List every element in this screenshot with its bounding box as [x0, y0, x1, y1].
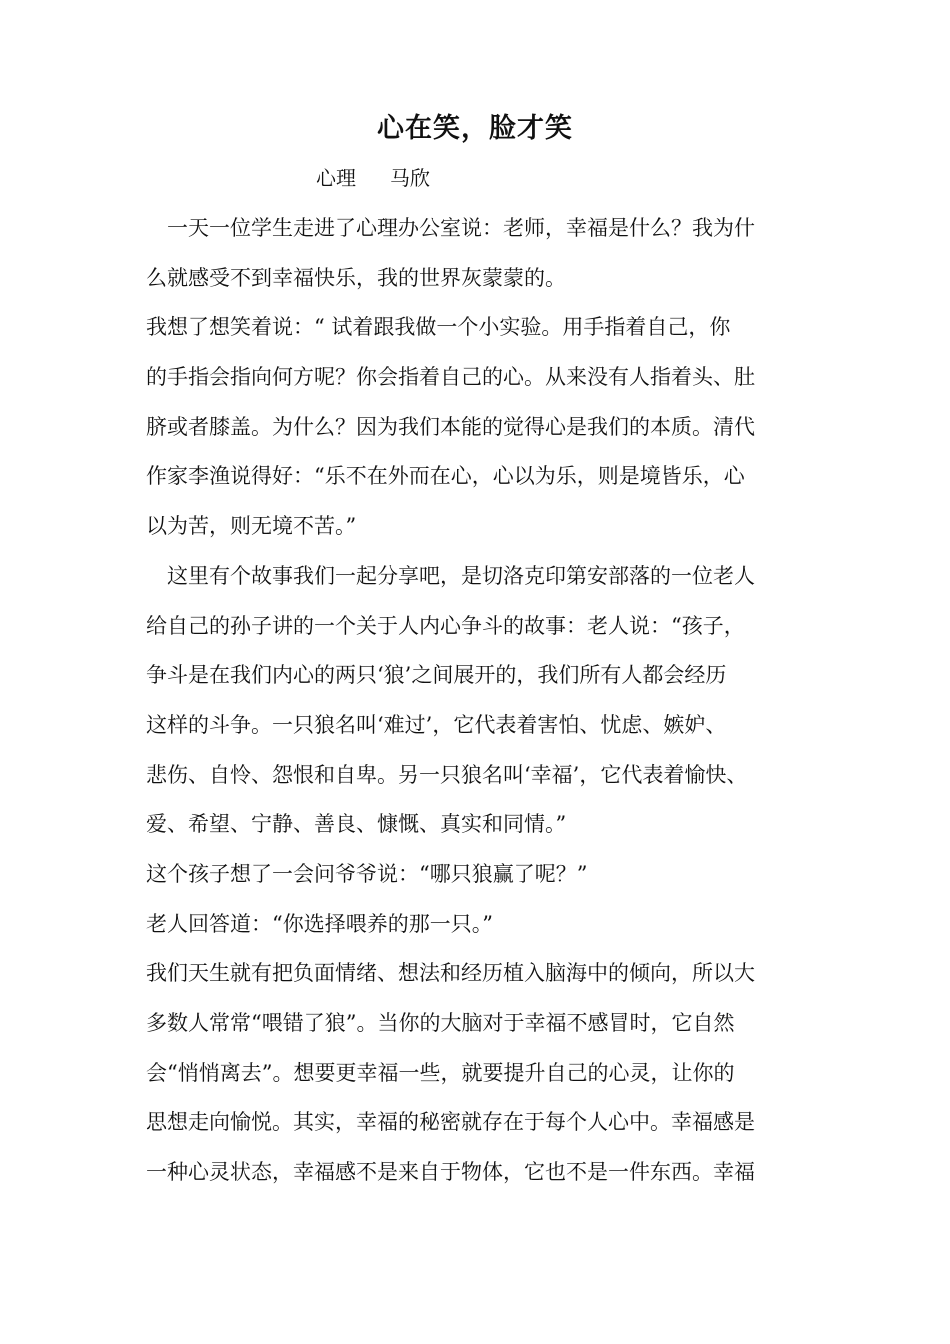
body-line: 老人回答道：“你选择喂养的那一只。”: [146, 911, 493, 936]
body-line: 以为苦，则无境不苦。”: [146, 514, 357, 539]
document-body: [146, 204, 826, 1198]
body-line: 给自己的孙子讲的一个关于人内心争斗的故事：老人说：“孩子，: [146, 613, 745, 638]
byline-author: 马欣: [390, 166, 430, 190]
body-line: 么就感受不到幸福快乐，我的世界灰蒙蒙的。: [146, 265, 566, 290]
body-line: 脐或者膝盖。为什么？因为我们本能的觉得心是我们的本质。清代: [146, 414, 755, 439]
body-line: 的手指会指向何方呢？你会指着自己的心。从来没有人指着头、肚: [146, 365, 755, 390]
body-line: 争斗是在我们内心的两只‘狼’之间展开的，我们所有人都会经历: [146, 663, 727, 688]
body-line: 这里有个故事我们一起分享吧，是切洛克印第安部落的一位老人: [146, 563, 755, 588]
body-line: 这个孩子想了一会问爷爷说：“哪只狼赢了呢？”: [146, 861, 588, 886]
body-line: 多数人常常“喂错了狼”。当你的大脑对于幸福不感冒时，它自然: [146, 1011, 735, 1035]
byline: [316, 162, 430, 191]
document-title: 心在笑，脸才笑: [377, 113, 573, 144]
body-line: 我们天生就有把负面情绪、想法和经历植入脑海中的倾向，所以大: [146, 961, 755, 986]
byline-department: 心理: [316, 166, 356, 190]
body-line: 作家李渔说得好：“乐不在外而在心，心以为乐，则是境皆乐，心: [146, 464, 745, 489]
body-line: 爱、希望、宁静、善良、慷慨、真实和同情。”: [146, 812, 567, 837]
body-line: 会“悄悄离去”。想要更幸福一些，就要提升自己的心灵，让你的: [146, 1060, 735, 1085]
body-line: 思想走向愉悦。其实，幸福的秘密就存在于每个人心中。幸福感是: [146, 1110, 755, 1135]
body-line: 我想了想笑着说：“ 试着跟我做一个小实验。用手指着自己，你: [146, 315, 731, 340]
body-line: 这样的斗争。一只狼名叫‘难过’，它代表着害怕、忧虑、嫉妒、: [146, 712, 727, 737]
body-line: 一天一位学生走进了心理办公室说：老师，幸福是什么？我为什: [146, 216, 755, 240]
body-line: 悲伤、自怜、怨恨和自卑。另一只狼名叫‘幸福’，它代表着愉快、: [146, 762, 748, 787]
body-line: 一种心灵状态，幸福感不是来自于物体，它也不是一件东西。幸福: [146, 1160, 755, 1185]
